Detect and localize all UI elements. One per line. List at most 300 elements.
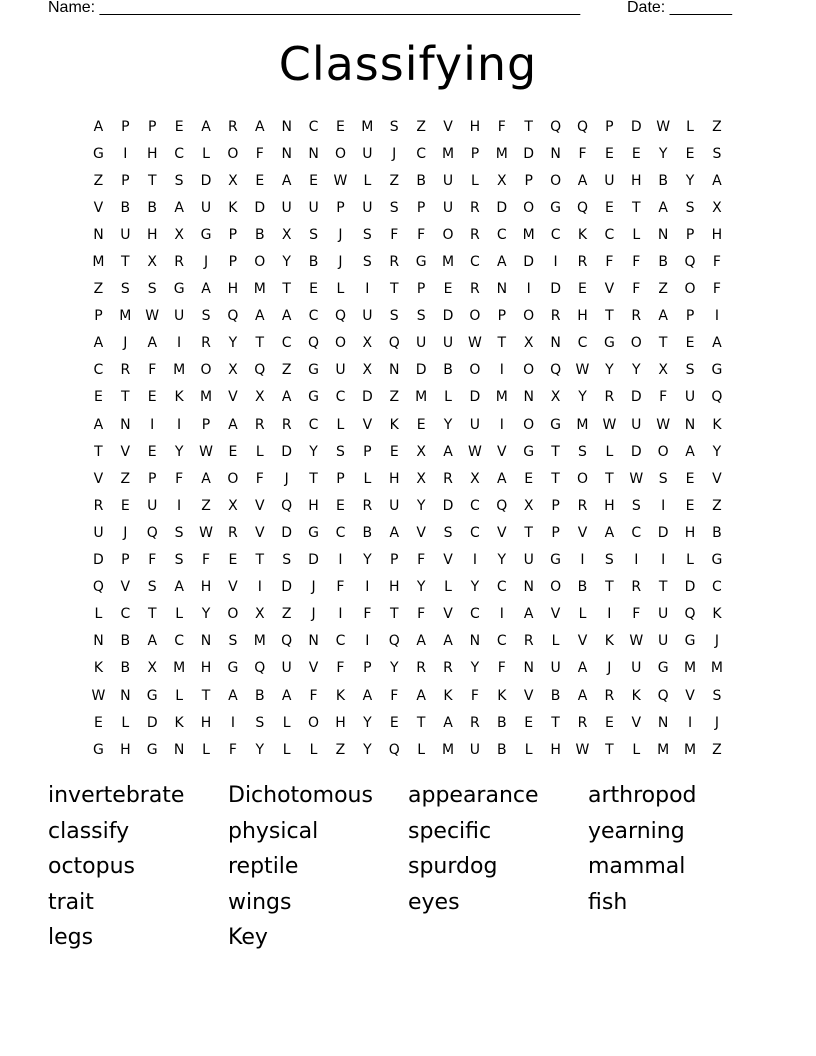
grid-letter: L	[605, 443, 614, 460]
grid-letter: I	[338, 552, 343, 569]
grid-letter: U	[658, 633, 669, 650]
grid-letter: R	[362, 497, 373, 514]
grid-row	[85, 194, 731, 221]
grid-letter: A	[443, 633, 453, 650]
word-bank	[48, 780, 768, 958]
grid-letter: J	[714, 633, 719, 650]
grid-letter: G	[523, 443, 535, 460]
grid-letter: Z	[389, 172, 400, 189]
grid-letter: I	[661, 497, 666, 514]
grid-letter: V	[577, 524, 588, 541]
grid-letter: F	[175, 470, 184, 487]
grid-letter: L	[202, 741, 210, 758]
grid-letter: Q	[684, 254, 696, 271]
grid-letter: N	[523, 389, 534, 406]
grid-letter: G	[657, 660, 669, 677]
grid-letter: A	[443, 443, 453, 460]
grid-letter: F	[632, 281, 641, 298]
grid-letter: X	[228, 497, 238, 514]
grid-letter: A	[389, 524, 400, 541]
grid-letter: Y	[658, 145, 668, 162]
grid-letter: Z	[389, 389, 400, 406]
grid-letter: R	[470, 281, 480, 298]
grid-letter: E	[94, 389, 103, 406]
grid-letter: B	[254, 226, 265, 243]
grid-letter: O	[254, 254, 266, 271]
grid-letter: L	[471, 172, 479, 189]
grid-letter: S	[362, 254, 372, 271]
grid-letter: L	[282, 741, 291, 758]
grid-letter: O	[576, 470, 588, 487]
grid-letter: F	[417, 606, 426, 623]
grid-letter: P	[685, 226, 695, 243]
grid-letter: N	[120, 416, 131, 433]
grid-letter: N	[657, 714, 669, 731]
grid-letter: V	[550, 606, 561, 623]
grid-letter: R	[281, 416, 292, 433]
grid-letter: M	[495, 145, 508, 162]
grid-letter: E	[255, 172, 265, 189]
grid-letter: V	[604, 281, 615, 298]
grid-letter: N	[523, 579, 534, 596]
grid-letter: R	[93, 497, 104, 514]
grid-letter: C	[604, 226, 615, 243]
grid-letter: C	[470, 497, 480, 514]
grid-letter: W	[333, 172, 348, 189]
grid-letter: M	[683, 660, 697, 677]
grid-letter: P	[497, 308, 507, 325]
grid-letter: T	[605, 308, 614, 325]
grid-letter: R	[470, 199, 480, 216]
grid-letter: Z	[712, 741, 722, 758]
grid-letter: Y	[282, 254, 291, 271]
grid-letter: K	[335, 687, 346, 704]
grid-letter: I	[365, 633, 370, 650]
grid-letter: G	[173, 281, 185, 298]
grid-letter: A	[255, 118, 265, 135]
puzzle-title: Classifying	[278, 37, 538, 91]
grid-letter: N	[200, 633, 212, 650]
grid-letter: W	[575, 741, 590, 758]
grid-letter: L	[524, 741, 533, 758]
grid-letter: J	[392, 145, 397, 162]
grid-letter: F	[470, 687, 479, 704]
grid-row	[85, 167, 731, 194]
grid-row	[85, 709, 731, 736]
grid-letter: Q	[308, 335, 320, 352]
grid-letter: H	[711, 226, 723, 243]
grid-letter: C	[308, 118, 319, 135]
grid-letter: U	[684, 389, 696, 406]
grid-letter: F	[148, 552, 157, 569]
grid-letter: B	[577, 579, 588, 596]
grid-letter: W	[145, 308, 160, 325]
grid-letter: F	[148, 362, 157, 379]
grid-letter: U	[416, 335, 427, 352]
grid-letter: O	[523, 416, 535, 433]
grid-letter: B	[120, 199, 131, 216]
grid-letter: C	[120, 606, 131, 623]
grid-letter: I	[177, 497, 182, 514]
grid-letter: Q	[334, 308, 346, 325]
grid-letter: R	[470, 226, 480, 243]
grid-letter: P	[228, 226, 238, 243]
grid-letter: A	[93, 416, 104, 433]
grid-letter: B	[147, 199, 158, 216]
grid-letter: D	[254, 199, 266, 216]
grid-letter: Z	[335, 741, 346, 758]
grid-letter: R	[174, 254, 184, 271]
grid-letter: R	[604, 389, 615, 406]
grid-letter: S	[631, 497, 641, 514]
grid-letter: G	[308, 524, 319, 541]
grid-letter: B	[658, 254, 668, 271]
grid-row	[85, 411, 731, 438]
grid-letter: H	[120, 741, 131, 758]
grid-letter: B	[550, 687, 561, 704]
grid-row	[85, 140, 731, 167]
grid-letter: C	[496, 633, 507, 650]
grid-letter: K	[604, 633, 614, 650]
grid-letter: O	[334, 335, 346, 352]
grid-letter: K	[174, 714, 184, 731]
grid-letter: E	[685, 335, 695, 352]
grid-letter: M	[441, 741, 455, 758]
grid-letter: F	[497, 118, 506, 135]
grid-letter: M	[173, 362, 186, 379]
grid-letter: U	[442, 335, 454, 352]
grid-letter: Z	[201, 497, 211, 514]
grid-letter: U	[362, 199, 373, 216]
grid-letter: X	[550, 389, 561, 406]
grid-letter: V	[443, 606, 453, 623]
grid-letter: T	[631, 199, 641, 216]
grid-letter: X	[416, 443, 426, 460]
grid-letter: Q	[227, 308, 239, 325]
grid-letter: I	[499, 362, 504, 379]
grid-letter: R	[604, 687, 615, 704]
grid-letter: W	[602, 416, 617, 433]
grid-letter: B	[658, 172, 668, 189]
grid-row	[85, 221, 731, 248]
word-bank-item: invertebrate	[48, 783, 185, 808]
grid-letter: Y	[255, 741, 265, 758]
grid-letter: B	[712, 524, 722, 541]
grid-letter: I	[472, 552, 477, 569]
grid-letter: A	[362, 687, 373, 704]
grid-letter: P	[148, 118, 157, 135]
grid-letter: C	[712, 579, 722, 596]
grid-letter: O	[227, 470, 239, 487]
grid-letter: C	[470, 606, 480, 623]
grid-letter: E	[336, 118, 345, 135]
grid-letter: P	[121, 118, 130, 135]
grid-letter: A	[577, 172, 588, 189]
grid-letter: N	[308, 633, 319, 650]
grid-letter: H	[335, 714, 346, 731]
grid-letter: U	[469, 416, 481, 433]
grid-letter: U	[308, 199, 319, 216]
grid-letter: J	[203, 254, 209, 271]
grid-letter: Q	[576, 199, 588, 216]
grid-letter: M	[441, 145, 455, 162]
grid-letter: F	[605, 254, 614, 271]
grid-letter: Y	[685, 172, 695, 189]
grid-letter: P	[336, 199, 345, 216]
grid-letter: G	[93, 145, 104, 162]
grid-letter: A	[712, 172, 722, 189]
grid-letter: V	[712, 470, 722, 487]
grid-letter: N	[93, 633, 104, 650]
grid-letter: S	[174, 552, 184, 569]
grid-letter: O	[523, 199, 535, 216]
grid-letter: P	[524, 172, 533, 189]
grid-letter: U	[173, 308, 185, 325]
grid-letter: R	[228, 118, 238, 135]
grid-letter: S	[712, 687, 722, 704]
grid-row	[85, 248, 731, 275]
grid-letter: F	[228, 741, 237, 758]
grid-letter: S	[336, 443, 345, 460]
grid-letter: D	[361, 389, 373, 406]
grid-letter: R	[577, 254, 588, 271]
grid-letter: S	[604, 552, 614, 569]
grid-letter: A	[93, 118, 104, 135]
grid-letter: F	[417, 552, 426, 569]
word-bank-item: fish	[588, 889, 628, 915]
grid-letter: Y	[416, 579, 426, 596]
grid-letter: S	[147, 281, 157, 298]
word-bank-item: eyes	[408, 889, 460, 915]
grid-letter: Y	[363, 741, 372, 758]
grid-letter: Y	[309, 443, 318, 460]
grid-letter: M	[173, 660, 186, 677]
grid-letter: E	[631, 145, 641, 162]
grid-letter: F	[255, 145, 264, 162]
grid-letter: H	[146, 145, 158, 162]
grid-letter: D	[630, 443, 642, 460]
grid-letter: V	[255, 524, 265, 541]
grid-letter: J	[714, 714, 719, 731]
grid-letter: V	[497, 443, 507, 460]
grid-letter: B	[416, 172, 426, 189]
grid-letter: D	[523, 254, 535, 271]
grid-letter: D	[442, 497, 454, 514]
grid-letter: S	[228, 633, 238, 650]
grid-letter: S	[174, 524, 184, 541]
grid-letter: I	[365, 281, 370, 298]
grid-letter: T	[147, 606, 157, 623]
grid-letter: S	[685, 362, 695, 379]
grid-letter: O	[334, 145, 346, 162]
grid-letter: G	[711, 552, 723, 569]
grid-letter: O	[657, 443, 669, 460]
grid-letter: P	[363, 660, 372, 677]
grid-letter: E	[604, 145, 614, 162]
grid-letter: G	[308, 389, 319, 406]
grid-letter: P	[605, 118, 614, 135]
grid-letter: H	[577, 308, 588, 325]
grid-letter: D	[281, 443, 293, 460]
word-bank-item: mammal	[588, 854, 686, 880]
word-bank-item: classify	[48, 818, 130, 844]
grid-letter: U	[604, 172, 615, 189]
grid-letter: U	[631, 660, 642, 677]
grid-letter: N	[120, 687, 131, 704]
grid-letter: C	[470, 254, 480, 271]
grid-letter: Y	[228, 335, 238, 352]
grid-letter: X	[174, 226, 184, 243]
grid-letter: E	[604, 714, 614, 731]
grid-letter: W	[199, 524, 213, 541]
grid-letter: H	[469, 118, 481, 135]
grid-letter: X	[281, 226, 292, 243]
grid-letter: Z	[281, 606, 292, 623]
grid-letter: H	[604, 497, 615, 514]
grid-letter: E	[147, 443, 157, 460]
grid-letter: J	[607, 660, 612, 677]
grid-letter: T	[658, 335, 668, 352]
grid-letter: S	[389, 308, 399, 325]
grid-letter: E	[416, 416, 426, 433]
grid-letter: I	[257, 579, 262, 596]
grid-letter: H	[684, 524, 696, 541]
grid-letter: C	[470, 524, 480, 541]
grid-letter: F	[336, 579, 345, 596]
grid-letter: W	[656, 118, 671, 135]
grid-letter: W	[575, 362, 590, 379]
grid-letter: Q	[550, 362, 562, 379]
grid-letter: W	[91, 687, 106, 704]
grid-letter: A	[174, 199, 184, 216]
grid-letter: P	[94, 308, 103, 325]
grid-letter: V	[93, 199, 104, 216]
grid-letter: N	[281, 145, 292, 162]
word-bank-item: Dichotomous	[228, 783, 373, 808]
grid-row	[85, 574, 731, 601]
grid-letter: U	[335, 362, 346, 379]
grid-letter: Y	[363, 714, 372, 731]
grid-letter: P	[470, 145, 480, 162]
grid-letter: L	[282, 714, 291, 731]
grid-letter: R	[470, 714, 480, 731]
grid-letter: T	[551, 443, 560, 460]
grid-letter: T	[524, 118, 533, 135]
grid-letter: N	[308, 145, 319, 162]
grid-letter: G	[603, 335, 615, 352]
grid-letter: R	[201, 335, 211, 352]
grid-letter: X	[416, 470, 426, 487]
grid-letter: R	[550, 308, 561, 325]
grid-letter: I	[553, 254, 558, 271]
grid-letter: T	[605, 470, 614, 487]
grid-letter: F	[363, 606, 372, 623]
grid-letter: Z	[93, 281, 104, 298]
grid-letter: Q	[281, 633, 293, 650]
grid-letter: C	[496, 579, 507, 596]
grid-letter: I	[499, 416, 504, 433]
grid-letter: U	[631, 416, 642, 433]
grid-letter: M	[92, 254, 105, 271]
grid-letter: P	[228, 254, 238, 271]
grid-letter: A	[416, 633, 426, 650]
grid-letter: C	[281, 335, 292, 352]
grid-letter: O	[308, 714, 320, 731]
grid-letter: O	[442, 226, 454, 243]
grid-letter: K	[577, 226, 588, 243]
grid-row	[85, 682, 731, 709]
grid-letter: D	[146, 714, 158, 731]
grid-letter: T	[605, 579, 614, 596]
grid-letter: L	[202, 145, 210, 162]
grid-letter: S	[147, 579, 157, 596]
grid-letter: V	[443, 552, 453, 569]
grid-letter: R	[443, 660, 453, 677]
grid-letter: K	[712, 606, 722, 623]
grid-letter: A	[416, 687, 426, 704]
grid-letter: I	[338, 606, 343, 623]
grid-letter: R	[523, 633, 534, 650]
grid-letter: O	[227, 606, 239, 623]
grid-letter: Z	[712, 497, 722, 514]
grid-letter: I	[499, 606, 504, 623]
grid-letter: W	[629, 633, 644, 650]
grid-letter: S	[712, 145, 722, 162]
grid-letter: O	[550, 172, 562, 189]
grid-letter: T	[255, 335, 265, 352]
grid-letter: E	[309, 172, 318, 189]
grid-letter: F	[201, 552, 211, 569]
grid-letter: Z	[416, 118, 426, 135]
grid-letter: Y	[605, 362, 614, 379]
grid-letter: E	[389, 714, 399, 731]
grid-letter: A	[497, 470, 507, 487]
grid-letter: A	[201, 281, 211, 298]
grid-letter: R	[254, 416, 265, 433]
grid-letter: I	[150, 416, 155, 433]
grid-row	[85, 465, 731, 492]
grid-letter: M	[253, 281, 266, 298]
grid-letter: M	[683, 741, 697, 758]
grid-letter: F	[632, 606, 641, 623]
grid-letter: I	[580, 552, 585, 569]
grid-letter: F	[417, 226, 426, 243]
grid-letter: Y	[416, 497, 426, 514]
grid-letter: V	[443, 118, 453, 135]
grid-letter: C	[496, 226, 507, 243]
grid-letter: J	[123, 335, 128, 352]
grid-letter: H	[550, 741, 561, 758]
grid-letter: T	[551, 714, 560, 731]
grid-letter: V	[631, 714, 642, 731]
word-bank-item: wings	[228, 889, 292, 915]
grid-letter: O	[200, 362, 212, 379]
grid-letter: J	[338, 254, 343, 271]
grid-letter: L	[309, 741, 318, 758]
grid-letter: U	[442, 172, 454, 189]
grid-letter: V	[362, 416, 373, 433]
grid-letter: Y	[363, 552, 372, 569]
grid-letter: T	[389, 606, 399, 623]
grid-letter: A	[685, 443, 695, 460]
grid-letter: E	[685, 470, 695, 487]
grid-letter: L	[444, 579, 452, 596]
grid-letter: M	[710, 660, 723, 677]
grid-letter: O	[684, 281, 696, 298]
word-bank-item: legs	[48, 925, 94, 951]
grid-letter: Q	[92, 579, 104, 596]
grid-letter: H	[200, 660, 212, 677]
